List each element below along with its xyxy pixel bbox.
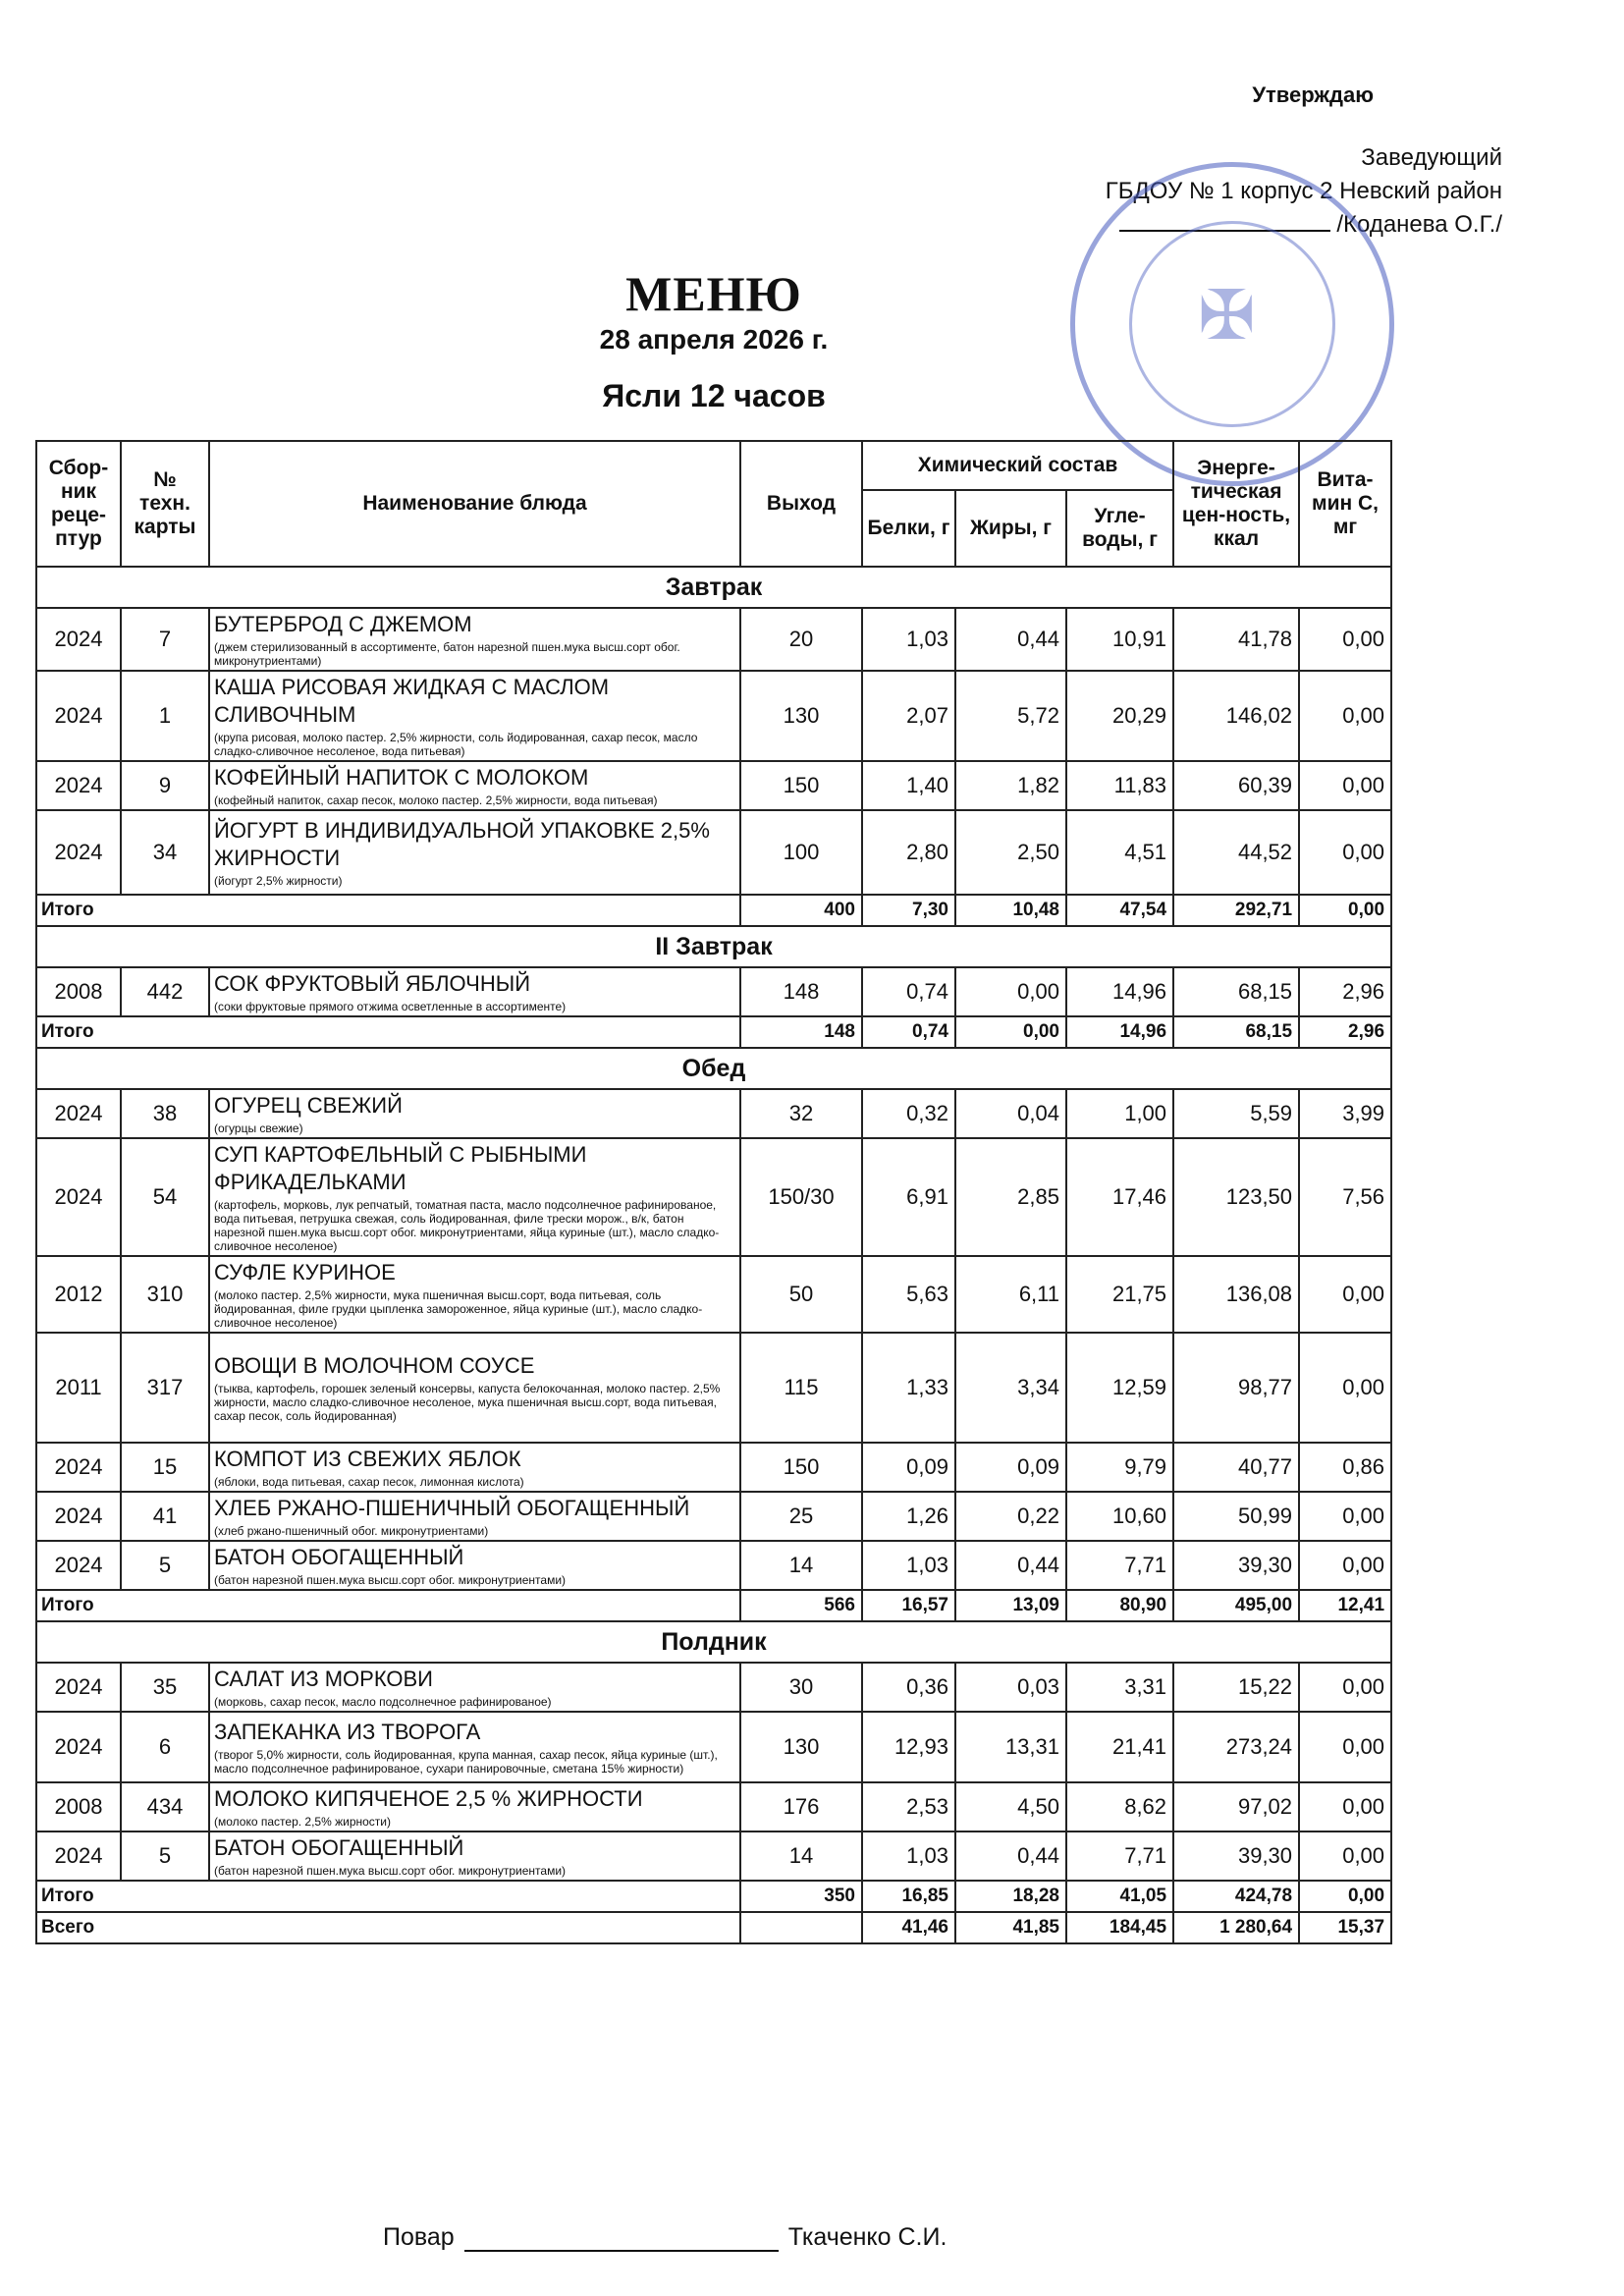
yield-cell: 130 <box>740 671 862 761</box>
col-protein: Белки, г <box>862 490 955 567</box>
recipe-collection-cell: 2024 <box>36 1541 121 1590</box>
dish-composition: (батон нарезной пшен.мука высш.сорт обог. микронутриентами) <box>214 1864 567 1878</box>
yield-cell: 150 <box>740 1443 862 1492</box>
dish-cell <box>209 1333 740 1443</box>
vitamin-c-cell: 3,99 <box>1299 1089 1391 1138</box>
fat-cell: 1,82 <box>955 761 1066 810</box>
dish-cell <box>209 810 740 895</box>
table-row <box>36 810 1391 895</box>
total-vitamin-c-cell: 0,00 <box>1299 895 1391 926</box>
protein-cell: 2,53 <box>862 1782 955 1831</box>
carbs-cell: 20,29 <box>1066 671 1173 761</box>
tech-card-cell: 6 <box>121 1712 209 1782</box>
fat-cell: 0,04 <box>955 1089 1066 1138</box>
approval-signature-line <box>1106 208 1502 242</box>
recipe-collection-cell: 2012 <box>36 1256 121 1333</box>
dish-composition: (морковь, сахар песок, масло подсолнечное рафинированое) <box>214 1695 552 1709</box>
total-row <box>36 895 1391 926</box>
tech-card-cell: 7 <box>121 608 209 671</box>
dish-composition: (молоко пастер. 2,5% жирности) <box>214 1815 391 1829</box>
dish-name: ОГУРЕЦ СВЕЖИЙ <box>214 1093 403 1118</box>
table-row <box>36 1333 1391 1443</box>
grand-total-energy-cell: 1 280,64 <box>1173 1912 1299 1943</box>
col-yield: Выход <box>740 441 862 567</box>
dish-cell <box>209 1089 740 1138</box>
vitamin-c-cell: 0,00 <box>1299 608 1391 671</box>
dish-name: КАША РИСОВАЯ ЖИДКАЯ С МАСЛОМ СЛИВОЧНЫМ <box>214 675 610 727</box>
total-yield-cell: 566 <box>740 1590 862 1621</box>
protein-cell: 1,33 <box>862 1333 955 1443</box>
dish-composition: (картофель, морковь, лук репчатый, томатная паста, масло подсолнечное рафинированое, вода питьевая, петрушка свежая, соль йодированная, филе трески морож., в/к, батон нарезной пшен.мука высш.сорт обог. микронутриентами, яйца куриные (шт.), масло сладко-сливочное несоленое) <box>214 1198 720 1253</box>
total-carbs-cell: 41,05 <box>1066 1881 1173 1912</box>
fat-cell: 0,03 <box>955 1663 1066 1712</box>
table-row <box>36 967 1391 1016</box>
dish-name: КОФЕЙНЫЙ НАПИТОК С МОЛОКОМ <box>214 765 589 790</box>
tech-card-cell: 317 <box>121 1333 209 1443</box>
vitamin-c-cell: 0,00 <box>1299 1256 1391 1333</box>
carbs-cell: 10,91 <box>1066 608 1173 671</box>
fat-cell: 6,11 <box>955 1256 1066 1333</box>
approval-name: /Коданева О.Г./ <box>1336 211 1502 238</box>
tech-card-cell: 35 <box>121 1663 209 1712</box>
recipe-collection-cell: 2024 <box>36 1089 121 1138</box>
total-carbs-cell: 47,54 <box>1066 895 1173 926</box>
menu-subtitle: Ясли 12 часов <box>602 378 826 413</box>
vitamin-c-cell: 7,56 <box>1299 1138 1391 1256</box>
fat-cell: 5,72 <box>955 671 1066 761</box>
protein-cell: 0,74 <box>862 967 955 1016</box>
table-row <box>36 671 1391 761</box>
dish-composition: (соки фруктовые прямого отжима осветленные в ассортименте) <box>214 1000 567 1013</box>
energy-cell: 123,50 <box>1173 1138 1299 1256</box>
dish-name: ХЛЕБ РЖАНО-ПШЕНИЧНЫЙ ОБОГАЩЕННЫЙ <box>214 1496 690 1520</box>
table-row <box>36 1782 1391 1831</box>
vitamin-c-cell: 0,00 <box>1299 1831 1391 1881</box>
energy-cell: 15,22 <box>1173 1663 1299 1712</box>
protein-cell: 0,09 <box>862 1443 955 1492</box>
grand-total-yield-cell <box>740 1912 862 1943</box>
menu-date: 28 апреля 2026 г. <box>599 324 829 355</box>
total-label: Итого <box>36 1590 740 1621</box>
yield-cell: 32 <box>740 1089 862 1138</box>
recipe-collection-cell: 2024 <box>36 608 121 671</box>
tech-card-cell: 434 <box>121 1782 209 1831</box>
dish-cell <box>209 1782 740 1831</box>
dish-name: ЙОГУРТ В ИНДИВИДУАЛЬНОЙ УПАКОВКЕ 2,5% ЖИРНОСТИ <box>214 818 710 870</box>
energy-cell: 136,08 <box>1173 1256 1299 1333</box>
yield-cell: 30 <box>740 1663 862 1712</box>
grand-total-vitamin-c-cell: 15,37 <box>1299 1912 1391 1943</box>
dish-composition: (кофейный напиток, сахар песок, молоко пастер. 2,5% жирности, вода питьевая) <box>214 793 658 807</box>
dish-name: ЗАПЕКАНКА ИЗ ТВОРОГА <box>214 1720 481 1744</box>
protein-cell: 0,32 <box>862 1089 955 1138</box>
approval-block <box>1106 79 1502 242</box>
recipe-collection-cell: 2024 <box>36 1831 121 1881</box>
yield-cell: 130 <box>740 1712 862 1782</box>
protein-cell: 1,03 <box>862 1831 955 1881</box>
stamp-emblem-icon: ✠ <box>1198 277 1256 354</box>
total-row <box>36 1881 1391 1912</box>
table-row <box>36 1089 1391 1138</box>
col-vitc: Вита-мин С, мг <box>1299 441 1391 567</box>
tech-card-cell: 310 <box>121 1256 209 1333</box>
dish-cell <box>209 967 740 1016</box>
col-chem: Химический состав <box>862 441 1173 490</box>
table-row <box>36 761 1391 810</box>
vitamin-c-cell: 0,00 <box>1299 1712 1391 1782</box>
dish-name: СОК ФРУКТОВЫЙ ЯБЛОЧНЫЙ <box>214 971 531 996</box>
fat-cell: 2,85 <box>955 1138 1066 1256</box>
tech-card-cell: 15 <box>121 1443 209 1492</box>
meal-name: II Завтрак <box>36 926 1391 967</box>
table-row <box>36 1663 1391 1712</box>
meal-header-row <box>36 1048 1391 1089</box>
carbs-cell: 21,41 <box>1066 1712 1173 1782</box>
yield-cell: 25 <box>740 1492 862 1541</box>
fat-cell: 0,00 <box>955 967 1066 1016</box>
dish-cell <box>209 1138 740 1256</box>
yield-cell: 50 <box>740 1256 862 1333</box>
grand-total-carbs-cell: 184,45 <box>1066 1912 1173 1943</box>
yield-cell: 100 <box>740 810 862 895</box>
fat-cell: 0,09 <box>955 1443 1066 1492</box>
tech-card-cell: 34 <box>121 810 209 895</box>
energy-cell: 39,30 <box>1173 1541 1299 1590</box>
fat-cell: 13,31 <box>955 1712 1066 1782</box>
tech-card-cell: 1 <box>121 671 209 761</box>
recipe-collection-cell: 2024 <box>36 1443 121 1492</box>
dish-cell <box>209 1541 740 1590</box>
table-row <box>36 1138 1391 1256</box>
energy-cell: 41,78 <box>1173 608 1299 671</box>
recipe-collection-cell: 2008 <box>36 967 121 1016</box>
fat-cell: 0,22 <box>955 1492 1066 1541</box>
dish-name: БУТЕРБРОД С ДЖЕМОМ <box>214 612 472 636</box>
dish-composition: (огурцы свежие) <box>214 1121 303 1135</box>
fat-cell: 0,44 <box>955 1831 1066 1881</box>
recipe-collection-cell: 2024 <box>36 1663 121 1712</box>
recipe-collection-cell: 2024 <box>36 1712 121 1782</box>
energy-cell: 273,24 <box>1173 1712 1299 1782</box>
dish-cell <box>209 761 740 810</box>
dish-composition: (батон нарезной пшен.мука высш.сорт обог. микронутриентами) <box>214 1573 567 1587</box>
tech-card-cell: 41 <box>121 1492 209 1541</box>
dish-composition: (молоко пастер. 2,5% жирности, мука пшеничная высш.сорт, вода питьевая, соль йодированная, филе грудки цыпленка замороженное, яйца куриные (шт.), масло сладко-сливочное несоленое) <box>214 1288 703 1330</box>
fat-cell: 0,44 <box>955 1541 1066 1590</box>
yield-cell: 14 <box>740 1831 862 1881</box>
carbs-cell: 10,60 <box>1066 1492 1173 1541</box>
signature-blank <box>1119 208 1330 232</box>
yield-cell: 176 <box>740 1782 862 1831</box>
protein-cell: 5,63 <box>862 1256 955 1333</box>
protein-cell: 6,91 <box>862 1138 955 1256</box>
dish-composition: (хлеб ржано-пшеничный обог. микронутриентами) <box>214 1524 489 1538</box>
cook-role: Повар <box>383 2223 455 2251</box>
yield-cell: 20 <box>740 608 862 671</box>
yield-cell: 150 <box>740 761 862 810</box>
recipe-collection-cell: 2024 <box>36 671 121 761</box>
protein-cell: 2,80 <box>862 810 955 895</box>
vitamin-c-cell: 0,00 <box>1299 1333 1391 1443</box>
table-row <box>36 1831 1391 1881</box>
col-carbs: Угле-воды, г <box>1066 490 1173 567</box>
vitamin-c-cell: 0,00 <box>1299 1782 1391 1831</box>
approval-title: Утверждаю <box>1252 82 1374 107</box>
dish-name: МОЛОКО КИПЯЧЕНОЕ 2,5 % ЖИРНОСТИ <box>214 1786 643 1811</box>
fat-cell: 4,50 <box>955 1782 1066 1831</box>
fat-cell: 3,34 <box>955 1333 1066 1443</box>
grand-total-row <box>36 1912 1391 1943</box>
carbs-cell: 1,00 <box>1066 1089 1173 1138</box>
menu-body <box>36 567 1391 1943</box>
fat-cell: 2,50 <box>955 810 1066 895</box>
tech-card-cell: 442 <box>121 967 209 1016</box>
total-fat-cell: 18,28 <box>955 1881 1066 1912</box>
vitamin-c-cell: 0,00 <box>1299 1492 1391 1541</box>
energy-cell: 39,30 <box>1173 1831 1299 1881</box>
table-row <box>36 1256 1391 1333</box>
meal-header-row <box>36 1621 1391 1663</box>
menu-table <box>35 440 1392 1944</box>
recipe-collection-cell: 2008 <box>36 1782 121 1831</box>
energy-cell: 60,39 <box>1173 761 1299 810</box>
dish-cell <box>209 1831 740 1881</box>
dish-cell <box>209 1712 740 1782</box>
carbs-cell: 3,31 <box>1066 1663 1173 1712</box>
total-vitamin-c-cell: 0,00 <box>1299 1881 1391 1912</box>
carbs-cell: 17,46 <box>1066 1138 1173 1256</box>
energy-cell: 68,15 <box>1173 967 1299 1016</box>
grand-total-label: Всего <box>36 1912 740 1943</box>
dish-composition: (крупа рисовая, молоко пастер. 2,5% жирности, соль йодированная, сахар песок, масло сладко-сливочное несоленое, вода питьевая) <box>214 731 698 758</box>
total-carbs-cell: 14,96 <box>1066 1016 1173 1048</box>
dish-cell <box>209 1663 740 1712</box>
carbs-cell: 11,83 <box>1066 761 1173 810</box>
total-energy-cell: 495,00 <box>1173 1590 1299 1621</box>
protein-cell: 2,07 <box>862 671 955 761</box>
total-fat-cell: 10,48 <box>955 895 1066 926</box>
total-label: Итого <box>36 1881 740 1912</box>
col-card: № техн. карты <box>121 441 209 567</box>
col-fat: Жиры, г <box>955 490 1066 567</box>
tech-card-cell: 5 <box>121 1831 209 1881</box>
total-energy-cell: 292,71 <box>1173 895 1299 926</box>
carbs-cell: 14,96 <box>1066 967 1173 1016</box>
total-carbs-cell: 80,90 <box>1066 1590 1173 1621</box>
dish-composition: (яблоки, вода питьевая, сахар песок, лимонная кислота) <box>214 1475 524 1489</box>
carbs-cell: 7,71 <box>1066 1831 1173 1881</box>
tech-card-cell: 54 <box>121 1138 209 1256</box>
table-row <box>36 1443 1391 1492</box>
cook-signature-line <box>464 2224 779 2252</box>
vitamin-c-cell: 2,96 <box>1299 967 1391 1016</box>
total-yield-cell: 148 <box>740 1016 862 1048</box>
dish-name: БАТОН ОБОГАЩЕННЫЙ <box>214 1545 464 1569</box>
yield-cell: 150/30 <box>740 1138 862 1256</box>
total-fat-cell: 13,09 <box>955 1590 1066 1621</box>
total-label: Итого <box>36 1016 740 1048</box>
tech-card-cell: 38 <box>121 1089 209 1138</box>
meal-header-row <box>36 567 1391 608</box>
dish-name: СУП КАРТОФЕЛЬНЫЙ С РЫБНЫМИ ФРИКАДЕЛЬКАМИ <box>214 1142 587 1194</box>
vitamin-c-cell: 0,00 <box>1299 761 1391 810</box>
total-protein-cell: 16,85 <box>862 1881 955 1912</box>
cook-signature <box>383 2223 947 2252</box>
energy-cell: 146,02 <box>1173 671 1299 761</box>
total-protein-cell: 7,30 <box>862 895 955 926</box>
total-vitamin-c-cell: 2,96 <box>1299 1016 1391 1048</box>
col-dish: Наименование блюда <box>209 441 740 567</box>
dish-cell <box>209 1256 740 1333</box>
total-label: Итого <box>36 895 740 926</box>
dish-composition: (джем стерилизованный в ассортименте, батон нарезной пшен.мука высш.сорт обог. микронутриентами) <box>214 640 680 668</box>
dish-name: СУФЛЕ КУРИНОЕ <box>214 1260 396 1285</box>
dish-name: КОМПОТ ИЗ СВЕЖИХ ЯБЛОК <box>214 1447 521 1471</box>
recipe-collection-cell: 2024 <box>36 761 121 810</box>
tech-card-cell: 5 <box>121 1541 209 1590</box>
table-row <box>36 608 1391 671</box>
recipe-collection-cell: 2024 <box>36 1138 121 1256</box>
table-row <box>36 1712 1391 1782</box>
approval-org: ГБДОУ № 1 корпус 2 Невский район <box>1105 178 1502 204</box>
total-fat-cell: 0,00 <box>955 1016 1066 1048</box>
dish-composition: (творог 5,0% жирности, соль йодированная, крупа манная, сахар песок, яйца куриные (шт.), масло подсолнечное рафинированое, сухари панировочные, сметана 15% жирности) <box>214 1748 718 1776</box>
carbs-cell: 9,79 <box>1066 1443 1173 1492</box>
carbs-cell: 7,71 <box>1066 1541 1173 1590</box>
total-vitamin-c-cell: 12,41 <box>1299 1590 1391 1621</box>
protein-cell: 1,40 <box>862 761 955 810</box>
grand-total-protein-cell: 41,46 <box>862 1912 955 1943</box>
energy-cell: 5,59 <box>1173 1089 1299 1138</box>
carbs-cell: 21,75 <box>1066 1256 1173 1333</box>
dish-cell <box>209 671 740 761</box>
dish-composition: (тыква, картофель, горошек зеленый консервы, капуста белокочанная, молоко пастер. 2,5% жирности, масло сладко-сливочное несоленое, мука пшеничная высш.сорт, вода питьевая, сахар песок, соль йодированная) <box>214 1382 721 1423</box>
meal-name: Завтрак <box>36 567 1391 608</box>
page-title: МЕНЮ <box>625 266 802 321</box>
meal-name: Обед <box>36 1048 1391 1089</box>
recipe-collection-cell: 2024 <box>36 1492 121 1541</box>
meal-name: Полдник <box>36 1621 1391 1663</box>
protein-cell: 12,93 <box>862 1712 955 1782</box>
total-protein-cell: 16,57 <box>862 1590 955 1621</box>
vitamin-c-cell: 0,00 <box>1299 671 1391 761</box>
fat-cell: 0,44 <box>955 608 1066 671</box>
protein-cell: 1,26 <box>862 1492 955 1541</box>
protein-cell: 1,03 <box>862 608 955 671</box>
dish-name: САЛАТ ИЗ МОРКОВИ <box>214 1667 433 1691</box>
total-energy-cell: 68,15 <box>1173 1016 1299 1048</box>
col-energy: Энерге-тическая цен-ность, ккал <box>1173 441 1299 567</box>
cook-name: Ткаченко С.И. <box>787 2223 947 2251</box>
total-row <box>36 1016 1391 1048</box>
vitamin-c-cell: 0,86 <box>1299 1443 1391 1492</box>
table-row <box>36 1492 1391 1541</box>
yield-cell: 14 <box>740 1541 862 1590</box>
energy-cell: 40,77 <box>1173 1443 1299 1492</box>
total-yield-cell: 350 <box>740 1881 862 1912</box>
dish-name: БАТОН ОБОГАЩЕННЫЙ <box>214 1835 464 1860</box>
yield-cell: 115 <box>740 1333 862 1443</box>
approval-position: Заведующий <box>1361 144 1502 171</box>
recipe-collection-cell: 2024 <box>36 810 121 895</box>
col-collection: Сбор-ник реце-птур <box>36 441 121 567</box>
table-row <box>36 1541 1391 1590</box>
recipe-collection-cell: 2011 <box>36 1333 121 1443</box>
vitamin-c-cell: 0,00 <box>1299 810 1391 895</box>
dish-cell <box>209 1443 740 1492</box>
dish-cell <box>209 608 740 671</box>
total-row <box>36 1590 1391 1621</box>
dish-composition: (йогурт 2,5% жирности) <box>214 874 343 888</box>
carbs-cell: 12,59 <box>1066 1333 1173 1443</box>
energy-cell: 50,99 <box>1173 1492 1299 1541</box>
vitamin-c-cell: 0,00 <box>1299 1663 1391 1712</box>
dish-name: ОВОЩИ В МОЛОЧНОМ СОУСЕ <box>214 1353 535 1378</box>
total-yield-cell: 400 <box>740 895 862 926</box>
dish-cell <box>209 1492 740 1541</box>
carbs-cell: 8,62 <box>1066 1782 1173 1831</box>
total-energy-cell: 424,78 <box>1173 1881 1299 1912</box>
protein-cell: 1,03 <box>862 1541 955 1590</box>
total-protein-cell: 0,74 <box>862 1016 955 1048</box>
tech-card-cell: 9 <box>121 761 209 810</box>
protein-cell: 0,36 <box>862 1663 955 1712</box>
meal-header-row <box>36 926 1391 967</box>
energy-cell: 98,77 <box>1173 1333 1299 1443</box>
energy-cell: 44,52 <box>1173 810 1299 895</box>
grand-total-fat-cell: 41,85 <box>955 1912 1066 1943</box>
vitamin-c-cell: 0,00 <box>1299 1541 1391 1590</box>
carbs-cell: 4,51 <box>1066 810 1173 895</box>
yield-cell: 148 <box>740 967 862 1016</box>
energy-cell: 97,02 <box>1173 1782 1299 1831</box>
